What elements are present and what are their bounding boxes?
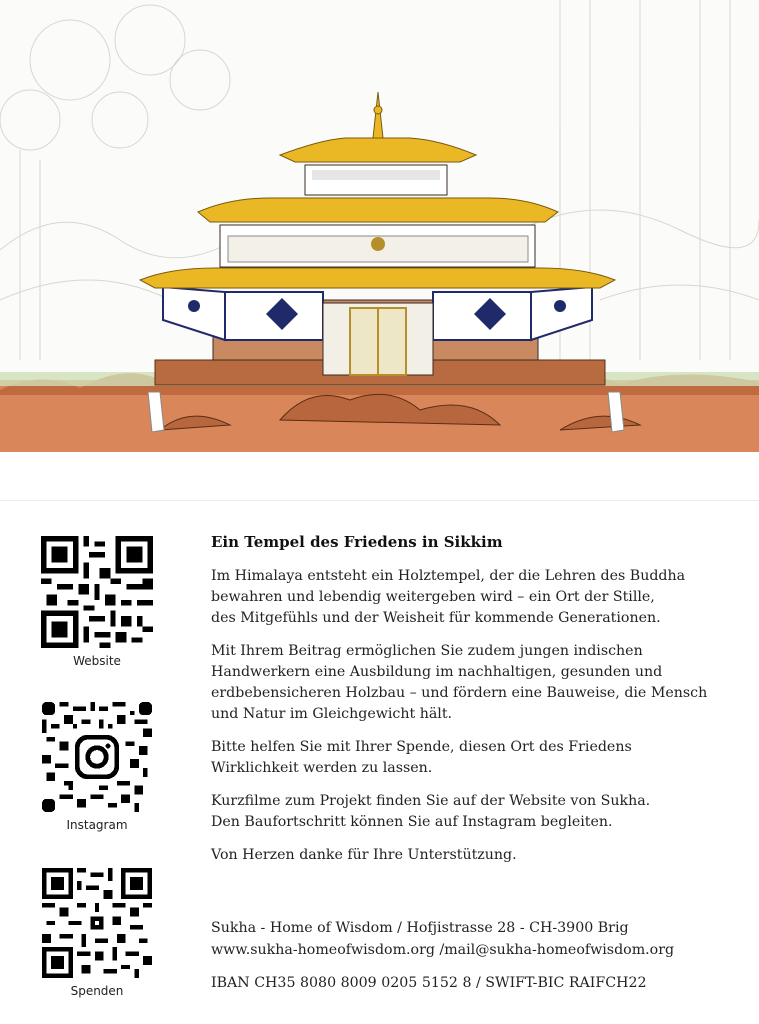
text-line: Im Himalaya entsteht ein Holztempel, der die Lehren des Buddha: [211, 568, 686, 584]
temple-illustration: [0, 0, 759, 452]
footer-bank-details: IBAN CH35 8080 8009 0205 5152 8 / SWIFT-BIC RAIFCH22: [211, 975, 647, 991]
qr-label-spenden: Spenden: [70, 984, 124, 998]
paragraph-thanks: [211, 845, 741, 866]
text-line: Von Herzen danke für Ihre Unterstützung.: [211, 847, 517, 863]
temple-drawing: [0, 0, 759, 452]
text-line: Den Baufortschritt können Sie auf Instagram begleiten.: [211, 814, 613, 830]
main-text: [211, 532, 741, 878]
text-line: Mit Ihrem Beitrag ermöglichen Sie zudem jungen indischen: [211, 643, 643, 659]
footer-web-mail[interactable]: www.sukha-homeofwisdom.org /mail@sukha-homeofwisdom.org: [211, 942, 675, 958]
text-line: des Mitgefühls und der Weisheit für kommende Generationen.: [211, 610, 661, 626]
instagram-qr[interactable]: [34, 702, 160, 832]
paragraph-contribution: [211, 641, 741, 725]
spenden-qr[interactable]: [34, 868, 160, 998]
text-line: Kurzfilme zum Projekt finden Sie auf der Website von Sukha.: [211, 793, 651, 809]
paragraph-media: [211, 791, 741, 833]
text-line: erdbebensicheren Holzbau – und fördern eine Bauweise, die Mensch: [211, 685, 708, 701]
text-line: bewahren und lebendig weitergeben wird – ein Ort der Stille,: [211, 589, 655, 605]
paragraph-donation-appeal: [211, 737, 741, 779]
website-qr-code[interactable]: [41, 536, 153, 648]
qr-label-instagram: Instagram: [66, 818, 128, 832]
paragraph-intro: [211, 566, 741, 629]
fold-line: [0, 500, 759, 501]
text-line: Handwerkern eine Ausbildung im nachhaltigen, gesunden und: [211, 664, 663, 680]
footer-address: Sukha - Home of Wisdom / Hofjistrasse 28 - CH-3900 Brig: [211, 920, 629, 936]
text-line: Wirklichkeit werden zu lassen.: [211, 760, 433, 776]
spenden-qr-code[interactable]: [42, 868, 152, 978]
text-line: und Natur im Gleichgewicht hält.: [211, 706, 453, 722]
website-qr[interactable]: [34, 536, 160, 668]
instagram-qr-code[interactable]: [42, 702, 152, 812]
qr-label-website: Website: [73, 654, 121, 668]
text-line: Bitte helfen Sie mit Ihrer Spende, diesen Ort des Friedens: [211, 739, 632, 755]
heading: Ein Tempel des Friedens in Sikkim: [211, 533, 503, 551]
